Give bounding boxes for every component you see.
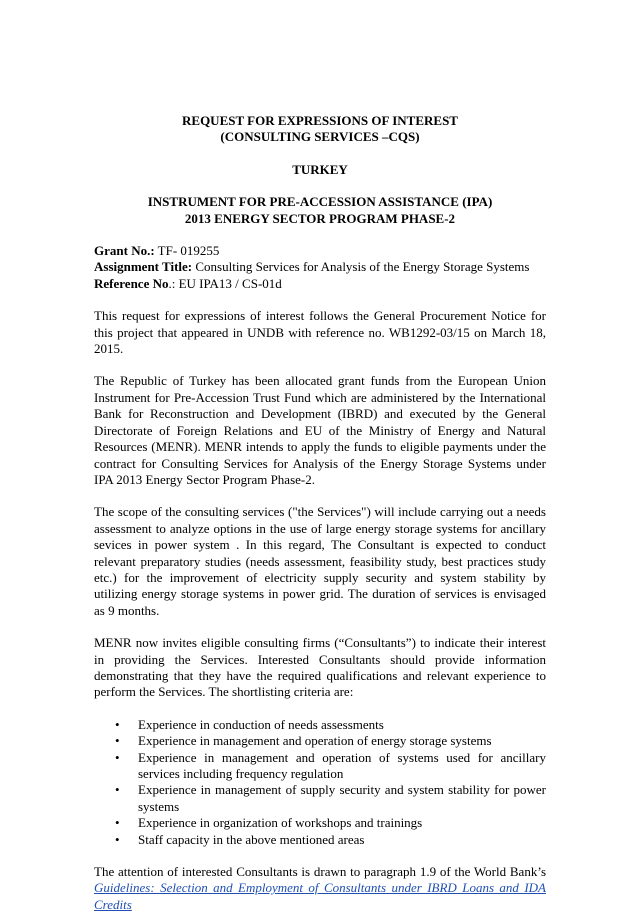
shortlisting-criteria-list bbox=[94, 717, 546, 848]
grant-label: Grant No.: bbox=[94, 243, 155, 259]
title-line-2: (CONSULTING SERVICES –CQS) bbox=[220, 129, 420, 145]
list-item: • Experience in organization of workshops and trainings bbox=[115, 815, 423, 831]
list-item: • Experience in conduction of needs assessments bbox=[115, 716, 384, 732]
paragraph-funding: The Republic of Turkey has been allocated grant funds from the European Union Instrument for Pre-Accession Trust Fund which are administered by the International Bank for Reconstruction and Development (IBRD) and executed by the General Directorate of Foreign Relations and EU of the Ministry of Energy and Natural Resources (MENR). MENR intends to apply the funds to eligible payments under the contract for Consulting Services for Analysis of the Energy Storage Systems under IPA 2013 Energy Sector Program Phase-2. bbox=[94, 373, 546, 487]
assignment-title-line bbox=[94, 259, 546, 275]
document-body bbox=[94, 113, 546, 913]
reference-line bbox=[94, 276, 546, 292]
list-item: • Experience in management and operation of systems used for ancillary services including frequency regulation bbox=[115, 749, 546, 781]
program-heading-1: INSTRUMENT FOR PRE-ACCESSION ASSISTANCE (IPA) bbox=[147, 194, 493, 210]
reference-label: Reference No bbox=[94, 275, 169, 291]
assignment-label: Assignment Title: bbox=[94, 259, 193, 275]
bullet-icon: • bbox=[115, 716, 120, 732]
bullet-icon: • bbox=[115, 815, 120, 831]
country-heading: TURKEY bbox=[292, 161, 348, 177]
bullet-icon: • bbox=[115, 782, 120, 798]
assignment-value: Consulting Services for Analysis of the Energy Storage Systems bbox=[192, 259, 530, 275]
paragraph-procurement-notice: This request for expressions of interest follows the General Procurement Notice for this project that appeared in UNDB with reference no. WB1292-03/15 on March 18, 2015. bbox=[94, 308, 546, 357]
paragraph-invitation: MENR now invites eligible consulting firms (“Consultants”) to indicate their interest in providing the Services. Interested Consultants should provide information demonstrating that they have the required qualifications and relevant experience to perform the Services. The shortlisting criteria are: bbox=[94, 635, 546, 700]
guidelines-text: The attention of interested Consultants is drawn to paragraph 1.9 of the World Bank’s bbox=[94, 864, 546, 880]
list-item: • Experience in management of supply security and system stability for power systems bbox=[115, 782, 546, 814]
grant-meta-block bbox=[94, 243, 546, 292]
grant-value: TF- 019255 bbox=[154, 243, 220, 259]
grant-number-line bbox=[94, 243, 546, 259]
list-item: • Experience in management and operation of energy storage systems bbox=[115, 733, 492, 749]
paragraph-scope: The scope of the consulting services ("the Services") will include carrying out a needs assessment to analyze options in the use of large energy storage systems for ancillary sevices in power system . In this regard, The Consultant is expected to conduct relevant preparatory studies (needs assessment, feasibility study, best practices study etc.) for the improvement of electricity supply security and system stability by utilizing energy storage systems in power grid. The duration of services is envisaged as 9 months. bbox=[94, 504, 546, 618]
list-item: • Staff capacity in the above mentioned areas bbox=[115, 831, 365, 847]
title-line-1: REQUEST FOR EXPRESSIONS OF INTEREST bbox=[182, 113, 458, 128]
paragraph-guidelines bbox=[94, 864, 546, 913]
reference-value: .: EU IPA13 / CS-01d bbox=[168, 275, 282, 291]
bullet-icon: • bbox=[115, 831, 120, 847]
bullet-icon: • bbox=[115, 749, 120, 765]
guidelines-link[interactable]: Guidelines: Selection and Employment of Consultants under IBRD Loans and IDA Credits bbox=[94, 880, 546, 912]
program-heading-2: 2013 ENERGY SECTOR PROGRAM PHASE-2 bbox=[184, 210, 456, 226]
bullet-icon: • bbox=[115, 733, 120, 749]
